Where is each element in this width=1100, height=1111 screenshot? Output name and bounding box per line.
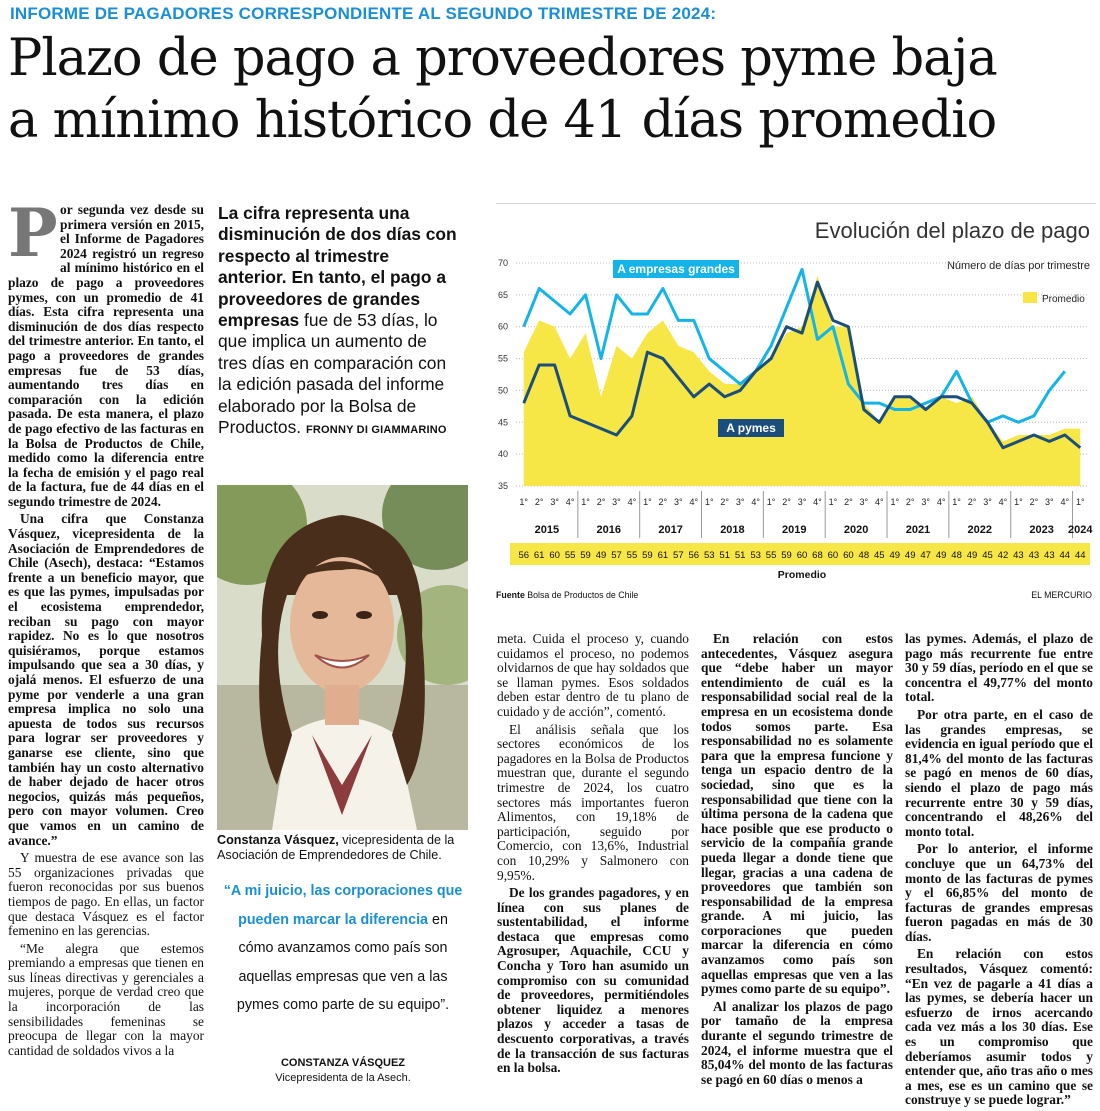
- col5-p2: Por otra parte, en el caso de las grandes empresas, se evidencia en igual período que el 81,4% del monto de las facturas se pagó en menos de 60 días, siendo el plazo de pago más recurrente entre 30 y 59 días, concentrando el 48,26% del monto total.: [905, 706, 1093, 839]
- kicker: INFORME DE PAGADORES CORRESPONDIENTE AL SEGUNDO TRIMESTRE DE 2024:: [10, 4, 717, 23]
- legend-label-promedio: Promedio: [1042, 294, 1085, 305]
- col1-p4: “Me alegra que estemos premiando a empresas que tienen en sus líneas directivas y gerenciales a mujeres, porque de verdad creo que la incorporación de las sensibilidades femeninas se preocupa de llegar con la mayor cantidad de soldados vivos a la: [8, 940, 204, 1058]
- chart-title: Evolución del plazo de pago: [814, 218, 1090, 243]
- promedio-value: 43: [1013, 550, 1024, 561]
- y-tick-label: 40: [497, 449, 508, 460]
- quarter-label: 1°: [952, 497, 961, 507]
- col4-p2: Al analizar los plazos de pago por tamaño de la empresa durante el segundo trimestre de 2024, el informe muestra que el 85,04% del monto de las facturas se pagó en 60 días o menos a: [701, 998, 893, 1087]
- promedio-value: 60: [827, 550, 839, 561]
- promedio-value: 49: [966, 550, 978, 561]
- quarter-label: 1°: [643, 497, 652, 507]
- col4-p1: En relación con estos antecedentes, Vásquez asegura que “debe haber un mayor entendimiento de cuál es la responsabilidad social real de la empresa en un ecosistema donde todos somos parte. Esa responsabilidad no es solamente para que la empresa funcione y tenga un espacio dentro de la sociedad, sino que es la responsabilidad que tiene con la última persona de la cadena que hace posible que ese producto o servicio de la compañía grande pueda llegar a donde tiene que llegar, gracias a una cadena de proveedores que también son responsabilidad de la empresa grande. A mi juicio, las corporaciones que pueden marcar la diferencia en cómo avanzamos como país son aquellas empresas que ven a las pymes como parte de su equipo”.: [701, 631, 893, 997]
- promedio-value: 45: [982, 550, 993, 561]
- quarter-label: 3°: [983, 497, 992, 507]
- promedio-value: 51: [734, 550, 746, 561]
- quarter-label: 1°: [704, 497, 714, 507]
- lead-regular: fue de 53 días, lo que implica un aumento de tres días en comparación con la edición pasada del informe elaborado por la Bolsa de Productos.: [218, 310, 447, 438]
- y-tick-label: 55: [497, 353, 508, 364]
- y-tick-label: 50: [497, 385, 508, 396]
- column-1: [8, 194, 204, 1061]
- quote-highlight: “A mi juicio, las corporaciones que pueden marcar la diferencia: [223, 883, 463, 928]
- headline: [8, 28, 1098, 152]
- year-label: 2019: [782, 524, 807, 536]
- col5-p4: En relación con estos resultados, Vásquez comentó: “En vez de pagarle a 41 días a las pymes, se debería hacer un esfuerzo de irnos acercando cada vez más a los 30 días. Ese es un compromiso que deberíamos asumir todos y entender que, año tras año o mes a mes, ese es un camino que se construye y se puede lograr.”: [905, 946, 1093, 1108]
- portrait-photo: [217, 485, 468, 830]
- promedio-value: 59: [642, 550, 653, 561]
- legend-swatch-promedio: [1023, 292, 1037, 303]
- quote-rest: en cómo avanzamos como país son aquellas empresas que ven a las pymes como parte de su equipo”.: [236, 911, 450, 1014]
- quarter-label: 2°: [782, 497, 791, 507]
- caption-name: Constanza Vásquez,: [217, 833, 339, 847]
- y-tick-label: 65: [497, 289, 508, 300]
- quarter-label: 2°: [967, 497, 977, 507]
- promedio-value: 55: [564, 550, 576, 561]
- quarter-label: 1°: [1075, 497, 1085, 507]
- promedio-value: 60: [843, 550, 854, 561]
- y-tick-label: 35: [497, 481, 508, 491]
- chart: [496, 203, 1096, 603]
- byline: FRONNY DI GIAMMARINO: [305, 424, 447, 437]
- promedio-value: 59: [580, 550, 591, 561]
- lead-paragraph: [218, 203, 458, 441]
- promedio-value: 53: [703, 550, 715, 561]
- quarter-label: 3°: [1045, 497, 1054, 507]
- col1-p1: [8, 194, 204, 509]
- promedio-value: 51: [719, 550, 730, 561]
- promedio-value: 60: [796, 550, 808, 561]
- promedio-value: 48: [858, 550, 870, 561]
- y-tick-label: 45: [497, 417, 508, 428]
- year-label: 2018: [720, 524, 745, 536]
- promedio-value: 61: [657, 550, 669, 561]
- year-label: 2022: [967, 524, 993, 536]
- source-label: Fuente: [496, 590, 525, 600]
- quarter-label: 3°: [674, 497, 683, 507]
- headline-line-1: Plazo de pago a proveedores pyme baja: [8, 29, 997, 88]
- drop-cap: P: [8, 194, 58, 272]
- year-label: 2024: [1068, 524, 1093, 536]
- headline-line-2: a mínimo histórico de 41 días promedio: [8, 91, 997, 150]
- col5-p1: las pymes. Además, el plazo de pago más recurrente fue entre 30 y 59 días, período en el que se concentra el 49,77% del monto total.: [905, 631, 1093, 705]
- portrait-illustration: [217, 485, 468, 830]
- quarter-label: 2°: [844, 497, 853, 507]
- year-label: 2020: [843, 524, 869, 536]
- chart-svg: [496, 203, 1096, 593]
- quarter-label: 1°: [581, 497, 590, 507]
- series-promedio-area: [524, 276, 1081, 486]
- promedio-value: 55: [626, 550, 638, 561]
- quarter-label: 4°: [689, 497, 699, 507]
- quarter-label: 3°: [797, 497, 807, 507]
- promedio-value: 57: [611, 550, 622, 561]
- column-3: [497, 632, 689, 1079]
- promedio-value: 55: [765, 550, 777, 561]
- promedio-value: 49: [935, 550, 947, 561]
- quarter-label: 4°: [813, 497, 822, 507]
- promedio-value: 49: [889, 550, 901, 561]
- quarter-label: 3°: [612, 497, 621, 507]
- promedio-value: 57: [673, 550, 684, 561]
- series-label-grandes: A empresas grandes: [617, 262, 735, 276]
- quarter-label: 3°: [735, 497, 745, 507]
- photo-caption: [217, 833, 469, 862]
- chart-subtitle: Número de días por trimestre: [946, 260, 1090, 272]
- quarter-label: 1°: [828, 497, 838, 507]
- year-label: 2017: [658, 524, 683, 536]
- quarter-label: 1°: [890, 497, 900, 507]
- caption-text: vicepresidenta de la Asociación de Emprendedores de Chile.: [217, 833, 455, 862]
- promedio-value: 53: [750, 550, 761, 561]
- credit: EL MERCURIO: [1031, 590, 1092, 600]
- col1-p1-text: or segunda vez desde su primera versión en 2015, el Informe de Pagadores 2024 registró un regreso al mínimo histórico en el plazo de pago a proveedores pymes, con un promedio de 41 días. Esta cifra representa una disminución de dos días respecto del trimestre anterior. En tanto, el pago a proveedores de grandes empresas fue de 53 días, aumentando tres días en comparación con la edición pasada. De esta manera, el plazo de pago efectivo de las facturas en la Bolsa de Productos de Chile, medido como la diferencia entre la fecha de emisión y el pago real de la factura, fue de 44 días en el segundo trimestre de 2024.: [8, 202, 204, 509]
- quarter-label: 2°: [534, 497, 544, 507]
- series-label-pymes: A pymes: [726, 421, 776, 435]
- col1-p3: Y muestra de ese avance son las 55 organizaciones privadas que fueron reconocidas por sus buenos tiempos de pago. En ellas, un factor que destaca Vásquez es el factor femenino en las gerencias.: [8, 850, 204, 939]
- quarter-label: 4°: [936, 497, 946, 507]
- promedio-value: 45: [874, 550, 885, 561]
- promedio-value: 61: [533, 550, 545, 561]
- promedio-value: 59: [781, 550, 792, 561]
- quarter-label: 1°: [1014, 497, 1023, 507]
- y-tick-label: 70: [497, 258, 508, 268]
- y-tick-label: 60: [497, 321, 508, 332]
- promedio-value: 44: [1059, 550, 1071, 561]
- chart-source: [496, 590, 1092, 600]
- year-label: 2023: [1029, 524, 1054, 536]
- year-label: 2016: [596, 524, 621, 536]
- quarter-label: 4°: [627, 497, 637, 507]
- quarter-label: 3°: [859, 497, 869, 507]
- col3-p1: meta. Cuida el proceso y, cuando cuidamos el proceso, no podemos olvidarnos de que hay soldados que se llaman pymes. Esos soldados deben estar dentro de tu plano de cuidado y de acción”, comentó.: [497, 631, 689, 719]
- quarter-label: 2°: [596, 497, 606, 507]
- promedio-value: 47: [920, 550, 931, 561]
- quarter-label: 4°: [751, 497, 760, 507]
- quarter-label: 2°: [720, 497, 730, 507]
- col3-p3: De los grandes pagadores, y en línea con sus planes de sustentabilidad, el informe destaca que empresas como Agrosuper, Aquachile, CCU y Concha y Toro han asumido un compromiso con su comunidad de proveedores, permitiéndoles obtener liquidez a menores plazos y acceder a tasas de descuento corporativas, a través de la transacción de sus facturas en la bolsa.: [497, 885, 689, 1076]
- column-5: [905, 632, 1093, 1111]
- year-label: 2021: [905, 524, 931, 536]
- lead-bold: La cifra representa una disminución de dos días con respecto al trimestre anterior. En tanto, el pago a proveedores de grandes empresas: [218, 203, 457, 331]
- promedio-value: 60: [549, 550, 560, 561]
- pull-quote: [222, 877, 464, 1020]
- col5-p3: Por lo anterior, el informe concluye que un 64,73% del monto de las facturas de pymes y el 66,85% del monto de facturas de grandes empresas fueron pagadas en más de 30 días.: [905, 841, 1093, 944]
- quarter-label: 3°: [921, 497, 930, 507]
- promedio-value: 42: [997, 550, 1009, 561]
- promedio-value: 56: [518, 550, 530, 561]
- promedio-value: 43: [1044, 550, 1055, 561]
- quarter-label: 2°: [658, 497, 668, 507]
- quote-name: CONSTANZA VÁSQUEZ: [280, 1057, 406, 1069]
- year-label: 2015: [534, 524, 560, 536]
- promedio-value: 43: [1028, 550, 1040, 561]
- quarter-label: 4°: [1060, 497, 1070, 507]
- promedio-value: 44: [1074, 550, 1086, 561]
- quarter-label: 4°: [874, 497, 884, 507]
- promedio-value: 56: [688, 550, 700, 561]
- quarter-label: 3°: [550, 497, 559, 507]
- col1-p2: Una cifra que Constanza Vásquez, vicepresidenta de la Asociación de Emprendedores de Chile (Asech), destaca: “Estamos frente a un beneficio mayor, que es que las pymes, impulsadas por el ecosistema emprendedor, reciban su pago con mayor rapidez. No es lo que nosotros quisiéramos, porque estamos impulsando que sea a 30 días, y ojalá menos. El esfuerzo de una pyme por venderle a una gran empresa implica no solo una apuesta de todos sus recursos para lograr ser proveedores y ganarse ese cliente, sino que también hay un costo alternativo de haber dejado de hacer otros negocios, quizás más pequeños, pero con mayor volumen. Creo que vamos en un camino de avance.”: [8, 511, 204, 848]
- quote-attribution: [222, 1056, 464, 1086]
- promedio-value: 49: [595, 550, 607, 561]
- quarter-label: 4°: [565, 497, 575, 507]
- source-text: Bolsa de Productos de Chile: [527, 590, 639, 600]
- quote-role: Vicepresidenta de la Asech.: [275, 1072, 411, 1084]
- promedio-band-label: Promedio: [777, 569, 827, 581]
- quarter-label: 2°: [905, 497, 915, 507]
- col3-p2: El análisis señala que los sectores económicos de los pagadores en la Bolsa de Productos muestran que, durante el segundo trimestre de 2024, los cuatro sectores más importantes fueron Alimentos, con 19,18% de participación, seguido por Comercio, con 13,6%, Industrial con 10,29% y Salmonero con 9,95%.: [497, 721, 689, 883]
- column-4: [701, 632, 893, 1090]
- promedio-value: 48: [951, 550, 962, 561]
- quarter-label: 4°: [998, 497, 1008, 507]
- quarter-label: 1°: [519, 497, 529, 507]
- quarter-label: 2°: [1029, 497, 1039, 507]
- quarter-label: 1°: [766, 497, 776, 507]
- promedio-value: 49: [904, 550, 916, 561]
- promedio-value: 68: [812, 550, 823, 561]
